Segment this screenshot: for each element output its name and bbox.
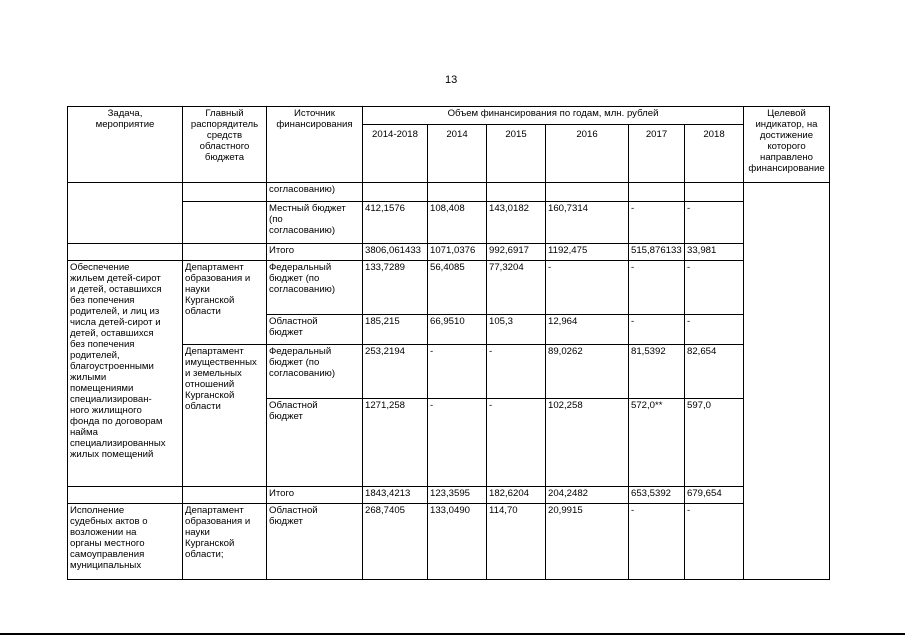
value-cell: - — [428, 399, 487, 487]
year-header: 2014 — [428, 125, 487, 183]
page-number: 13 — [445, 74, 458, 86]
value-cell: 114,70 — [487, 504, 546, 580]
value-cell: - — [629, 504, 685, 580]
table-row — [68, 504, 830, 580]
value-cell: 20,9915 — [546, 504, 629, 580]
value-cell: 253,2194 — [363, 345, 428, 399]
value-cell: 3806,061433 — [363, 244, 428, 261]
year-header: 2018 — [685, 125, 744, 183]
value-cell: 653,5392 — [629, 487, 685, 504]
source-cell: Федеральный бюджет (по согласованию) — [267, 261, 363, 315]
manager-cell — [183, 487, 267, 504]
year-header: 2017 — [629, 125, 685, 183]
source-cell: Итого — [267, 244, 363, 261]
value-cell: 160,7314 — [546, 202, 629, 244]
value-cell: 133,7289 — [363, 261, 428, 315]
year-header: 2015 — [487, 125, 546, 183]
manager-cell — [183, 183, 267, 202]
value-cell: 82,654 — [685, 345, 744, 399]
source-cell: Федеральный бюджет (по согласованию) — [267, 345, 363, 399]
value-cell: 1271,258 — [363, 399, 428, 487]
value-cell — [685, 183, 744, 202]
header-indicator: Целевой индикатор, на достижение которого направлено финансирование — [744, 107, 830, 183]
value-cell: 56,4085 — [428, 261, 487, 315]
financing-table — [67, 106, 830, 580]
value-cell: - — [685, 315, 744, 345]
value-cell: 66,9510 — [428, 315, 487, 345]
table-row — [68, 183, 830, 202]
manager-cell: Департамент образования и науки Курганской области — [183, 261, 267, 345]
value-cell: 572,0** — [629, 399, 685, 487]
year-header: 2016 — [546, 125, 629, 183]
value-cell: 182,6204 — [487, 487, 546, 504]
value-cell: 89,0262 — [546, 345, 629, 399]
value-cell: 77,3204 — [487, 261, 546, 315]
value-cell: 268,7405 — [363, 504, 428, 580]
value-cell: 412,1576 — [363, 202, 428, 244]
value-cell: - — [487, 399, 546, 487]
value-cell: - — [685, 202, 744, 244]
task-cell: Обеспечение жильем детей-сирот и детей, оставшихся без попечения родителей, и лиц из числа детей-сирот и детей, оставшихся без попечения родителей, благоустроенными жилыми помещениями специализирован- ного жилищного фонда по договорам найма специализированных жилых помещений — [68, 261, 183, 487]
value-cell: 992,6917 — [487, 244, 546, 261]
value-cell: 133,0490 — [428, 504, 487, 580]
value-cell: 81,5392 — [629, 345, 685, 399]
value-cell: - — [629, 315, 685, 345]
table-row — [68, 345, 830, 399]
value-cell: 105,3 — [487, 315, 546, 345]
table-row — [68, 487, 830, 504]
source-cell: Областной бюджет — [267, 399, 363, 487]
value-cell: 597,0 — [685, 399, 744, 487]
source-cell: Областной бюджет — [267, 315, 363, 345]
header-source: Источник финансирования — [267, 107, 363, 183]
value-cell: 108,408 — [428, 202, 487, 244]
value-cell: 679,654 — [685, 487, 744, 504]
value-cell — [629, 183, 685, 202]
value-cell: - — [685, 261, 744, 315]
task-cell — [68, 183, 183, 244]
table-row — [68, 261, 830, 315]
value-cell: 12,964 — [546, 315, 629, 345]
source-cell: согласованию) — [267, 183, 363, 202]
value-cell: 1192,475 — [546, 244, 629, 261]
value-cell: - — [428, 345, 487, 399]
value-cell: 143,0182 — [487, 202, 546, 244]
value-cell: 515,876133 — [629, 244, 685, 261]
manager-cell: Департамент имущественных и земельных отношений Курганской области — [183, 345, 267, 487]
table-row — [68, 202, 830, 244]
manager-cell — [183, 202, 267, 244]
header-task: Задача, мероприятие — [68, 107, 183, 183]
task-cell — [68, 487, 183, 504]
source-cell: Итого — [267, 487, 363, 504]
value-cell: - — [487, 345, 546, 399]
value-cell: 185,215 — [363, 315, 428, 345]
value-cell — [546, 183, 629, 202]
task-cell — [68, 244, 183, 261]
bottom-divider — [0, 633, 905, 635]
value-cell — [428, 183, 487, 202]
value-cell: 123,3595 — [428, 487, 487, 504]
value-cell: - — [685, 504, 744, 580]
value-cell: 1843,4213 — [363, 487, 428, 504]
value-cell: 204,2482 — [546, 487, 629, 504]
year-header: 2014-2018 — [363, 125, 428, 183]
value-cell: 1071,0376 — [428, 244, 487, 261]
value-cell: - — [629, 261, 685, 315]
value-cell — [363, 183, 428, 202]
indicator-cell — [744, 183, 830, 580]
value-cell: 102,258 — [546, 399, 629, 487]
source-cell: Местный бюджет (по согласованию) — [267, 202, 363, 244]
table-row — [68, 244, 830, 261]
manager-cell — [183, 244, 267, 261]
source-cell: Областной бюджет — [267, 504, 363, 580]
header-manager: Главный распорядитель средств областного бюджета — [183, 107, 267, 183]
value-cell: - — [546, 261, 629, 315]
manager-cell: Департамент образования и науки Курганской области; — [183, 504, 267, 580]
task-cell: Исполнение судебных актов о возложении на органы местного самоуправления муниципальных — [68, 504, 183, 580]
value-cell: - — [629, 202, 685, 244]
header-volume: Объем финансирования по годам, млн. рублей — [363, 107, 744, 125]
value-cell — [487, 183, 546, 202]
value-cell: 33,981 — [685, 244, 744, 261]
